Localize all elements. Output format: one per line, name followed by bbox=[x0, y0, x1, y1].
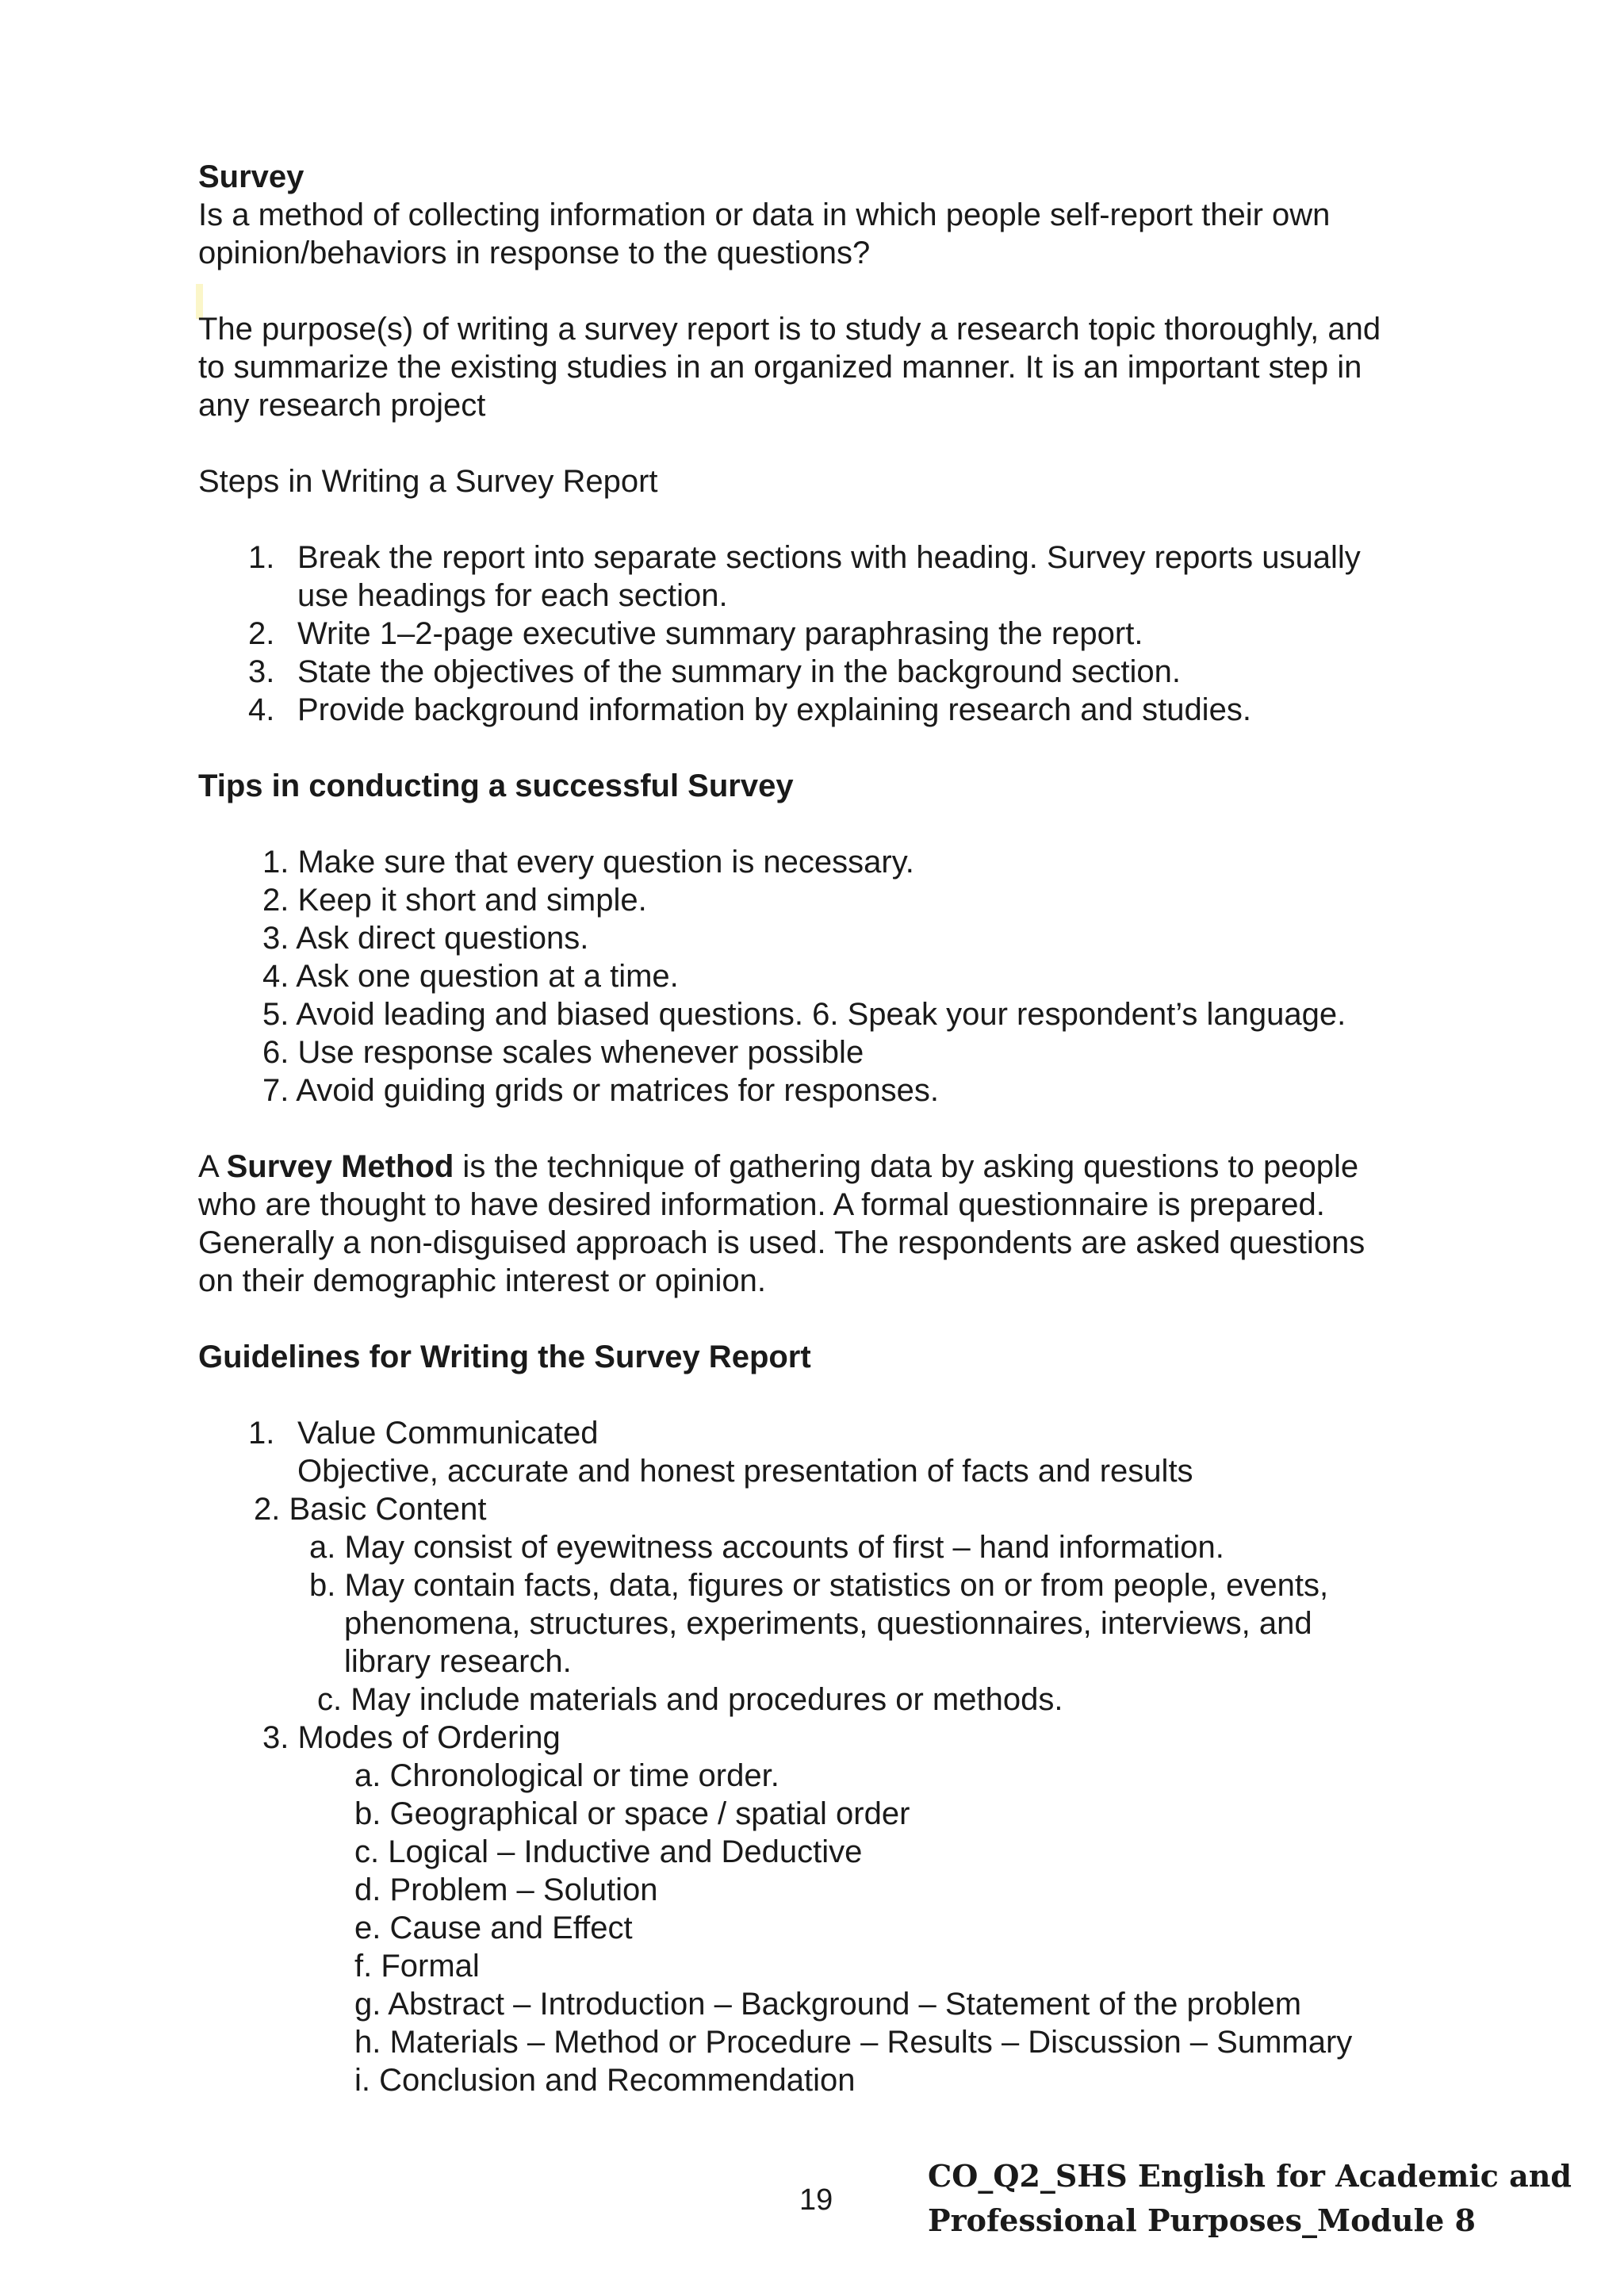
step-text: use headings for each section. bbox=[297, 578, 728, 613]
ordering-mode: h. Materials – Method or Procedure – Results – Discussion – Summary bbox=[354, 2025, 1353, 2060]
guideline-label: 2. Basic Content bbox=[254, 1492, 487, 1527]
tip-item: 6. Use response scales whenever possible bbox=[262, 1035, 864, 1070]
survey-definition-line: Is a method of collecting information or data in which people self-report their own bbox=[198, 197, 1331, 232]
tip-item: 5. Avoid leading and biased questions. 6. Speak your respondent’s language. bbox=[262, 997, 1346, 1032]
guideline-number: 1. bbox=[248, 1416, 275, 1451]
step-text: Provide background information by explaining research and studies. bbox=[297, 692, 1251, 727]
page-number: 19 bbox=[799, 2183, 833, 2217]
step-number: 3. bbox=[248, 654, 275, 689]
guidelines-title: Guidelines for Writing the Survey Report bbox=[198, 1340, 811, 1374]
method-line: who are thought to have desired information. A formal questionnaire is prepared. bbox=[198, 1187, 1325, 1222]
step-text: State the objectives of the summary in the background section. bbox=[297, 654, 1181, 689]
tip-item: 4. Ask one question at a time. bbox=[262, 959, 679, 994]
ordering-mode: f. Formal bbox=[354, 1949, 480, 1984]
method-line: on their demographic interest or opinion. bbox=[198, 1263, 766, 1298]
step-text: Break the report into separate sections with heading. Survey reports usually bbox=[297, 540, 1361, 575]
ordering-mode: i. Conclusion and Recommendation bbox=[354, 2063, 856, 2098]
method-prefix: A bbox=[198, 1149, 227, 1184]
guideline-detail: Objective, accurate and honest presentation of facts and results bbox=[297, 1454, 1193, 1489]
ordering-mode: b. Geographical or space / spatial order bbox=[354, 1796, 910, 1831]
purpose-line: any research project bbox=[198, 388, 486, 423]
method-term: Survey Method bbox=[226, 1149, 454, 1184]
tip-item: 2. Keep it short and simple. bbox=[262, 883, 647, 918]
guideline-label: Value Communicated bbox=[297, 1416, 599, 1451]
survey-heading: Survey bbox=[198, 159, 304, 194]
guideline-subitem: c. May include materials and procedures or methods. bbox=[317, 1682, 1063, 1717]
ordering-mode: a. Chronological or time order. bbox=[354, 1758, 779, 1793]
step-number: 4. bbox=[248, 692, 275, 727]
tip-item: 1. Make sure that every question is necessary. bbox=[262, 845, 914, 880]
method-line: Generally a non-disguised approach is used. The respondents are asked questions bbox=[198, 1225, 1365, 1260]
survey-definition-line: opinion/behaviors in response to the questions? bbox=[198, 236, 871, 270]
guideline-label: 3. Modes of Ordering bbox=[262, 1720, 561, 1755]
guideline-subitem: phenomena, structures, experiments, questionnaires, interviews, and bbox=[344, 1606, 1312, 1641]
module-title-line: Professional Purposes_Module 8 bbox=[928, 2202, 1476, 2238]
method-first-line bbox=[198, 1148, 1358, 1186]
tips-title: Tips in conducting a successful Survey bbox=[198, 769, 794, 803]
purpose-line: The purpose(s) of writing a survey report is to study a research topic thoroughly, and bbox=[198, 312, 1381, 347]
guideline-subitem: a. May consist of eyewitness accounts of first – hand information. bbox=[309, 1530, 1224, 1565]
purpose-line: to summarize the existing studies in an organized manner. It is an important step in bbox=[198, 350, 1362, 385]
step-text: Write 1–2-page executive summary paraphrasing the report. bbox=[297, 616, 1143, 651]
step-number: 1. bbox=[248, 540, 275, 575]
guideline-subitem: library research. bbox=[344, 1644, 572, 1679]
tip-item: 7. Avoid guiding grids or matrices for responses. bbox=[262, 1073, 940, 1108]
ordering-mode: d. Problem – Solution bbox=[354, 1872, 658, 1907]
ordering-mode: e. Cause and Effect bbox=[354, 1911, 633, 1945]
tip-item: 3. Ask direct questions. bbox=[262, 921, 589, 956]
guideline-subitem: b. May contain facts, data, figures or statistics on or from people, events, bbox=[309, 1568, 1329, 1603]
method-first-line-rest: is the technique of gathering data by asking questions to people bbox=[454, 1149, 1359, 1184]
step-number: 2. bbox=[248, 616, 275, 651]
ordering-mode: g. Abstract – Introduction – Background – Statement of the problem bbox=[354, 1987, 1302, 2022]
ordering-mode: c. Logical – Inductive and Deductive bbox=[354, 1834, 863, 1869]
module-title-line: CO_Q2_SHS English for Academic and bbox=[928, 2158, 1572, 2194]
steps-title: Steps in Writing a Survey Report bbox=[198, 464, 658, 499]
